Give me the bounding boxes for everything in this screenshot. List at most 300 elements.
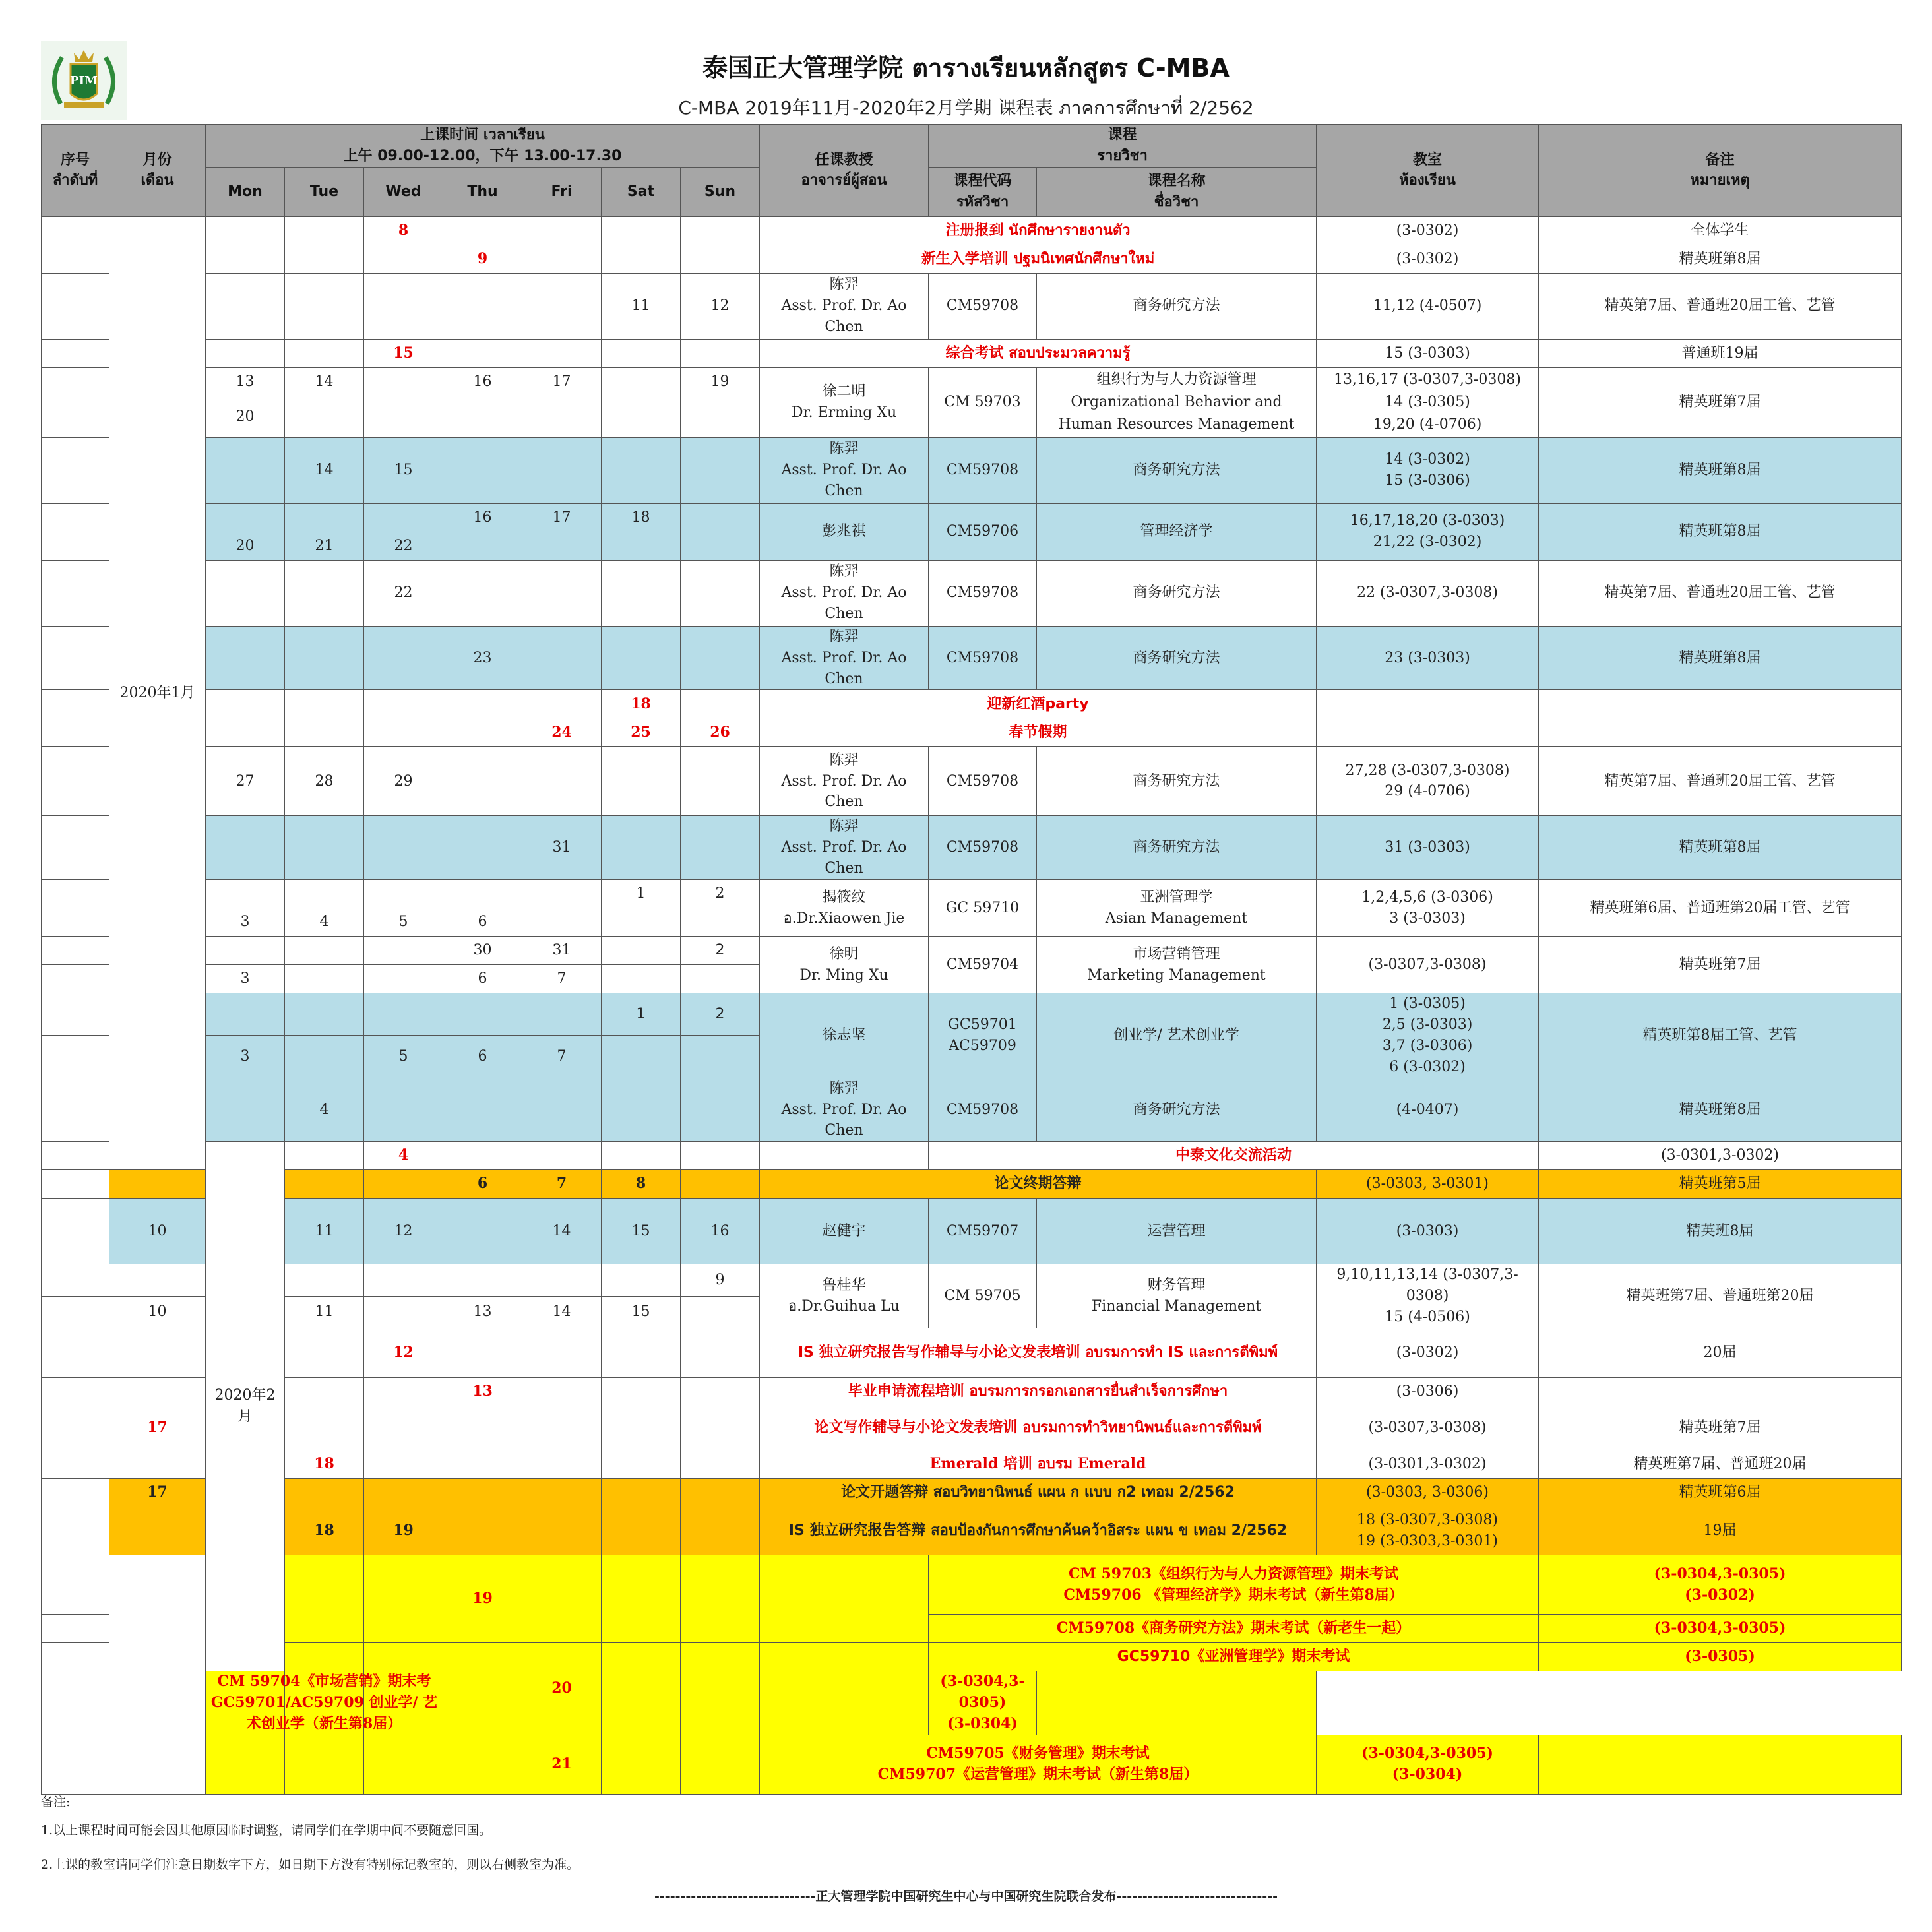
table-cell [443, 1507, 522, 1555]
table-cell [1539, 690, 1902, 718]
table-cell: (3-0303) [1317, 1199, 1539, 1264]
table-cell [443, 396, 522, 437]
table-cell: (3-0304,3-0305) [1539, 1615, 1902, 1643]
table-cell: 17 [522, 367, 602, 396]
event-cell: 综合考试 สอบประมวลความรู้ [760, 339, 1317, 367]
table-cell: 精英班第8届工管、艺管 [1539, 993, 1902, 1078]
table-cell [522, 1555, 602, 1643]
table-cell: 15 (3-0303) [1317, 339, 1539, 367]
month-jan: 2020年1月 [109, 216, 206, 1170]
table-cell [285, 880, 364, 908]
table-cell [602, 560, 681, 626]
table-cell: 16 [681, 1199, 760, 1264]
table-cell [443, 1643, 522, 1735]
table-cell [206, 690, 285, 718]
table-cell: 陈羿 Asst. Prof. Dr. Ao Chen [760, 1078, 929, 1142]
table-row [42, 367, 1902, 396]
table-cell [443, 1450, 522, 1479]
table-cell [681, 1555, 760, 1643]
table-cell [681, 1406, 760, 1450]
table-cell [285, 626, 364, 690]
table-cell: 8 [364, 216, 443, 245]
header-course: 课程 รายวิชา [929, 125, 1317, 168]
table-cell: (3-0303, 3-0301) [1317, 1170, 1539, 1199]
table-cell: 6 [443, 908, 522, 937]
table-cell [1539, 1735, 1902, 1794]
table-row [42, 1479, 1902, 1507]
table-cell [206, 880, 285, 908]
table-row [42, 1555, 1902, 1615]
table-cell [206, 216, 285, 245]
table-cell [42, 993, 109, 1036]
table-cell [602, 1406, 681, 1450]
table-cell [522, 560, 602, 626]
table-cell [364, 1555, 443, 1643]
table-cell [681, 1643, 760, 1735]
table-cell [206, 718, 285, 747]
table-cell: CM59708 [929, 1078, 1037, 1142]
table-row [42, 437, 1902, 503]
table-cell: 8 [602, 1170, 681, 1199]
table-cell [681, 1036, 760, 1078]
table-row [42, 1264, 1902, 1296]
table-cell [681, 532, 760, 560]
table-cell [443, 437, 522, 503]
table-cell: 1 [602, 993, 681, 1036]
table-cell: 4 [364, 1142, 443, 1170]
table-cell [522, 690, 602, 718]
table-cell [42, 437, 109, 503]
table-cell [443, 273, 522, 339]
table-row [42, 816, 1902, 880]
table-cell: 11 [285, 1199, 364, 1264]
table-cell [42, 1671, 109, 1735]
table-row [42, 626, 1902, 690]
table-cell: 精英第7届、普通班20届工管、艺管 [1539, 747, 1902, 816]
table-cell: 22 [364, 560, 443, 626]
table-cell [42, 560, 109, 626]
table-cell [681, 1170, 760, 1199]
table-cell [681, 245, 760, 273]
table-cell: 11,12 (4-0507) [1317, 273, 1539, 339]
table-cell [364, 1450, 443, 1479]
table-cell: 陈羿 Asst. Prof. Dr. Ao Chen [760, 437, 929, 503]
notes [41, 1793, 579, 1890]
table-cell [443, 1142, 522, 1170]
table-cell: 精英第7届、普通班20届工管、艺管 [1539, 560, 1902, 626]
table-cell [206, 560, 285, 626]
table-cell: 18 [602, 690, 681, 718]
table-cell: 鲁桂华 อ.Dr.Guihua Lu [760, 1264, 929, 1328]
event-cell: 新生入学培训 ปฐมนิเทศนักศึกษาใหม่ [760, 245, 1317, 273]
table-cell [42, 1142, 109, 1170]
table-cell: 25 [602, 718, 681, 747]
table-cell [42, 1378, 109, 1406]
table-cell [602, 626, 681, 690]
table-cell: 1 [602, 880, 681, 908]
header-code: 课程代码 รหัสวิชา [929, 167, 1037, 216]
table-cell [206, 339, 285, 367]
table-cell: CM59706 [929, 503, 1037, 560]
table-cell: 创业学/ 艺术创业学 [1037, 993, 1317, 1078]
table-cell: (3-0306) [1317, 1378, 1539, 1406]
table-row [42, 503, 1902, 532]
table-cell: 19 [364, 1507, 443, 1555]
table-cell [364, 626, 443, 690]
table-cell: (3-0302) [1317, 216, 1539, 245]
table-cell [681, 503, 760, 532]
table-cell [443, 816, 522, 880]
table-cell [364, 718, 443, 747]
table-row [42, 993, 1902, 1036]
header-teacher: 任课教授 อาจารย์ผู้สอน [760, 125, 929, 217]
table-cell [602, 437, 681, 503]
table-cell [760, 1643, 929, 1735]
table-cell: 26 [681, 718, 760, 747]
table-cell: 15 [364, 437, 443, 503]
table-cell: 陈羿 Asst. Prof. Dr. Ao Chen [760, 747, 929, 816]
table-cell [285, 718, 364, 747]
table-cell [364, 245, 443, 273]
table-cell [42, 1615, 109, 1643]
table-cell: GC 59710 [929, 880, 1037, 937]
table-cell: CM 59704《市场营销》期末考 GC59701/AC59709 创业学/ 艺术创业学（新生第8届） [206, 1671, 443, 1735]
page-subtitle: C-MBA 2019年11月-2020年2月学期 课程表 ภาคการศึกษาที่ 2/2562 [678, 97, 1254, 119]
table-cell: 商务研究方法 [1037, 560, 1317, 626]
table-cell [522, 626, 602, 690]
table-cell [1317, 690, 1539, 718]
table-cell [42, 1735, 109, 1794]
event-cell: IS 独立研究报告答辩 สอบป้องกันการศึกษาค้นคว้าอิสระ แผน ข เทอม 2/2562 [760, 1507, 1317, 1555]
table-cell: 16,17,18,20 (3-0303) 21,22 (3-0302) [1317, 503, 1539, 560]
table-cell [42, 245, 109, 273]
table-row [42, 1671, 1902, 1735]
table-cell: 2 [681, 993, 760, 1036]
table-cell: 19届 [1539, 1507, 1902, 1555]
table-cell: 6 [443, 965, 522, 993]
table-cell [285, 1555, 364, 1643]
table-cell [602, 1036, 681, 1078]
table-cell [602, 1078, 681, 1142]
table-cell [42, 1555, 109, 1615]
header-mon: Mon [206, 167, 285, 216]
table-cell: 商务研究方法 [1037, 626, 1317, 690]
table-cell: 商务研究方法 [1037, 816, 1317, 880]
table-cell [681, 339, 760, 367]
table-cell [522, 1450, 602, 1479]
table-cell [443, 560, 522, 626]
table-cell [206, 503, 285, 532]
header-thu: Thu [443, 167, 522, 216]
page-title: 泰国正大管理学院 ตารางเรียนหลักสูตร C-MBA [702, 53, 1230, 82]
table-row [42, 1735, 1902, 1794]
table-cell: 12 [364, 1328, 443, 1378]
table-cell: 24 [522, 718, 602, 747]
table-cell [522, 908, 602, 937]
table-cell [206, 626, 285, 690]
header-tue: Tue [285, 167, 364, 216]
table-row [42, 937, 1902, 965]
table-cell [285, 503, 364, 532]
table-cell: 15 [602, 1296, 681, 1328]
table-cell [364, 993, 443, 1036]
table-cell: 10 [109, 1296, 206, 1328]
table-cell [522, 1264, 602, 1296]
note-2: 2.上课的教室请同学们注意日期数字下方，如日期下方没有特别标记教室的，则以右侧教室为准。 [41, 1857, 580, 1872]
table-cell: 20届 [1539, 1328, 1902, 1378]
table-cell: 16 [443, 503, 522, 532]
table-cell [681, 908, 760, 937]
table-cell: 18 [602, 503, 681, 532]
table-cell: 17 [109, 1479, 206, 1507]
table-cell [364, 1406, 443, 1450]
table-cell: CM59708 [929, 437, 1037, 503]
header-room: 教室 ห้องเรียน [1317, 125, 1539, 217]
table-cell [109, 1328, 206, 1378]
table-cell [522, 1378, 602, 1406]
table-cell: 11 [602, 273, 681, 339]
table-cell [681, 1078, 760, 1142]
table-cell: 精英班第7届 [1539, 1406, 1902, 1450]
table-cell: (3-0301,3-0302) [1317, 1450, 1539, 1479]
table-cell: (3-0301,3-0302) [1539, 1142, 1902, 1170]
table-cell [602, 1328, 681, 1378]
table-cell: 27 [206, 747, 285, 816]
table-cell: 17 [522, 503, 602, 532]
table-cell: 22 (3-0307,3-0308) [1317, 560, 1539, 626]
table-row [42, 690, 1902, 718]
table-row [42, 273, 1902, 339]
table-cell: (3-0307,3-0308) [1317, 1406, 1539, 1450]
table-row [42, 245, 1902, 273]
table-cell: 12 [681, 273, 760, 339]
table-cell [364, 1078, 443, 1142]
table-cell: 19 [443, 1555, 522, 1643]
table-cell: 精英第7届、普通班20届工管、艺管 [1539, 273, 1902, 339]
table-cell [681, 396, 760, 437]
table-cell [42, 965, 109, 993]
table-cell: (4-0407) [1317, 1078, 1539, 1142]
table-cell [285, 965, 364, 993]
table-cell [109, 1378, 206, 1406]
table-cell: CM 59705 [929, 1264, 1037, 1328]
table-cell [681, 816, 760, 880]
table-cell: 4 [285, 1078, 364, 1142]
table-cell [42, 1264, 109, 1296]
table-cell: 30 [443, 937, 522, 965]
table-cell [285, 690, 364, 718]
table-cell [206, 993, 285, 1036]
table-cell [443, 532, 522, 560]
table-cell: 23 (3-0303) [1317, 626, 1539, 690]
table-cell [364, 880, 443, 908]
table-cell [42, 1406, 109, 1450]
schedule-table [41, 124, 1902, 1795]
event-cell: 论文写作辅导与小论文发表培训 อบรมการทำวิทยานิพนธ์และการตีพิมพ์ [760, 1406, 1317, 1450]
table-cell [681, 1735, 760, 1794]
table-cell [364, 965, 443, 993]
table-cell [206, 816, 285, 880]
table-cell [443, 747, 522, 816]
table-cell [285, 993, 364, 1036]
table-cell: (3-0304,3-0305) (3-0304) [929, 1671, 1037, 1735]
table-cell: 7 [522, 1036, 602, 1078]
table-cell [364, 816, 443, 880]
table-cell: 18 [285, 1450, 364, 1479]
table-cell: 商务研究方法 [1037, 273, 1317, 339]
table-cell: 徐明 Dr. Ming Xu [760, 937, 929, 993]
table-cell [522, 1142, 602, 1170]
table-cell: 运营管理 [1037, 1199, 1317, 1264]
table-cell [206, 1078, 285, 1142]
table-cell [443, 1199, 522, 1264]
table-cell [42, 1450, 109, 1479]
table-cell: 3 [206, 908, 285, 937]
table-cell: 陈羿 Asst. Prof. Dr. Ao Chen [760, 626, 929, 690]
table-cell [42, 747, 109, 816]
table-cell: CM59708 [929, 560, 1037, 626]
table-cell: 22 [364, 532, 443, 560]
table-cell [522, 437, 602, 503]
table-cell [285, 396, 364, 437]
table-row [42, 560, 1902, 626]
table-cell: 徐志坚 [760, 993, 929, 1078]
logo-text: PIM [70, 74, 98, 88]
table-cell: 17 [109, 1406, 206, 1450]
table-cell: 15 [602, 1199, 681, 1264]
table-cell: 23 [443, 626, 522, 690]
table-cell [522, 245, 602, 273]
table-cell: 20 [522, 1643, 602, 1735]
table-cell: 21 [285, 532, 364, 560]
table-cell: 20 [206, 396, 285, 437]
table-cell [285, 816, 364, 880]
table-cell [285, 1735, 364, 1794]
table-cell: 财务管理 Financial Management [1037, 1264, 1317, 1328]
table-cell [602, 1450, 681, 1479]
table-cell [42, 1479, 109, 1507]
table-cell: 普通班19届 [1539, 339, 1902, 367]
table-cell: CM59708 [929, 626, 1037, 690]
table-cell [42, 908, 109, 937]
table-cell: 9 [443, 245, 522, 273]
table-cell: 精英班第6届、普通班第20届工管、艺管 [1539, 880, 1902, 937]
table-cell: GC59710《亚洲管理学》期末考试 [929, 1643, 1539, 1671]
table-cell [42, 937, 109, 965]
table-cell [364, 273, 443, 339]
table-row [42, 1328, 1902, 1378]
table-cell [285, 1170, 364, 1199]
table-cell: 29 [364, 747, 443, 816]
table-cell: 13,16,17 (3-0307,3-0308) 14 (3-0305) 19,20 (4-0706) [1317, 367, 1539, 437]
table-cell: 10 [109, 1199, 206, 1264]
table-cell [364, 937, 443, 965]
table-cell: 31 (3-0303) [1317, 816, 1539, 880]
table-row [42, 1643, 1902, 1671]
header-fri: Fri [522, 167, 602, 216]
table-cell: 6 [443, 1170, 522, 1199]
table-cell [285, 1406, 364, 1450]
table-cell [681, 1296, 760, 1328]
table-cell: (3-0305) [1539, 1643, 1902, 1671]
table-cell: 13 [443, 1296, 522, 1328]
table-cell [602, 1643, 681, 1735]
table-cell [681, 1507, 760, 1555]
table-cell [42, 339, 109, 367]
table-cell [42, 1328, 109, 1378]
table-cell: 7 [522, 965, 602, 993]
table-cell [602, 1479, 681, 1507]
table-cell [42, 626, 109, 690]
table-cell: 18 [285, 1507, 364, 1555]
table-cell [443, 1264, 522, 1296]
table-cell: 精英班第8届 [1539, 503, 1902, 560]
table-cell [681, 965, 760, 993]
table-cell: 精英班第7届 [1539, 937, 1902, 993]
table-cell [285, 245, 364, 273]
table-cell [285, 1328, 364, 1378]
table-cell [42, 216, 109, 245]
table-cell: 精英班第5届 [1539, 1170, 1902, 1199]
table-cell [285, 216, 364, 245]
table-cell [443, 339, 522, 367]
table-cell [364, 503, 443, 532]
table-cell [206, 1735, 285, 1794]
table-cell: 14 [285, 437, 364, 503]
table-cell [285, 1264, 364, 1296]
event-cell: 注册报到 นักศึกษารายงานตัว [760, 216, 1317, 245]
table-cell: 2 [681, 880, 760, 908]
table-cell [42, 718, 109, 747]
table-cell [602, 245, 681, 273]
table-cell: 全体学生 [1539, 216, 1902, 245]
table-cell: 陈羿 Asst. Prof. Dr. Ao Chen [760, 273, 929, 339]
table-cell [602, 1378, 681, 1406]
table-cell: 精英班第8届 [1539, 245, 1902, 273]
table-cell [42, 503, 109, 532]
table-cell [522, 1507, 602, 1555]
table-cell: 14 [522, 1199, 602, 1264]
table-cell: 1,2,4,5,6 (3-0306) 3 (3-0303) [1317, 880, 1539, 937]
table-cell [285, 560, 364, 626]
table-cell [42, 880, 109, 908]
table-cell [522, 1406, 602, 1450]
table-cell: 3 [206, 1036, 285, 1078]
table-cell [602, 396, 681, 437]
event-cell: 论文终期答辩 [760, 1170, 1317, 1199]
header-seq: 序号 ลำดับที่ [42, 125, 109, 217]
table-row [42, 339, 1902, 367]
table-cell: 14 (3-0302) 15 (3-0306) [1317, 437, 1539, 503]
table-cell: 赵健宇 [760, 1199, 929, 1264]
table-cell: 精英班第8届 [1539, 1078, 1902, 1142]
table-cell [681, 1328, 760, 1378]
table-cell [602, 1264, 681, 1296]
table-cell [109, 1450, 206, 1479]
footer: -------------------------------正大管理学院中国研究生中心与中国研究生院联合发布------------------------------- [654, 1889, 1278, 1904]
header-wed: Wed [364, 167, 443, 216]
table-cell: CM59708 [929, 816, 1037, 880]
table-cell: CM59708 [929, 747, 1037, 816]
table-cell [285, 273, 364, 339]
table-cell: 5 [364, 1036, 443, 1078]
table-cell: (3-0302) [1317, 245, 1539, 273]
table-cell: 陈羿 Asst. Prof. Dr. Ao Chen [760, 816, 929, 880]
table-cell [443, 1078, 522, 1142]
event-cell: Emerald 培训 อบรม Emerald [760, 1450, 1317, 1479]
table-cell [364, 1479, 443, 1507]
table-cell: 商务研究方法 [1037, 747, 1317, 816]
